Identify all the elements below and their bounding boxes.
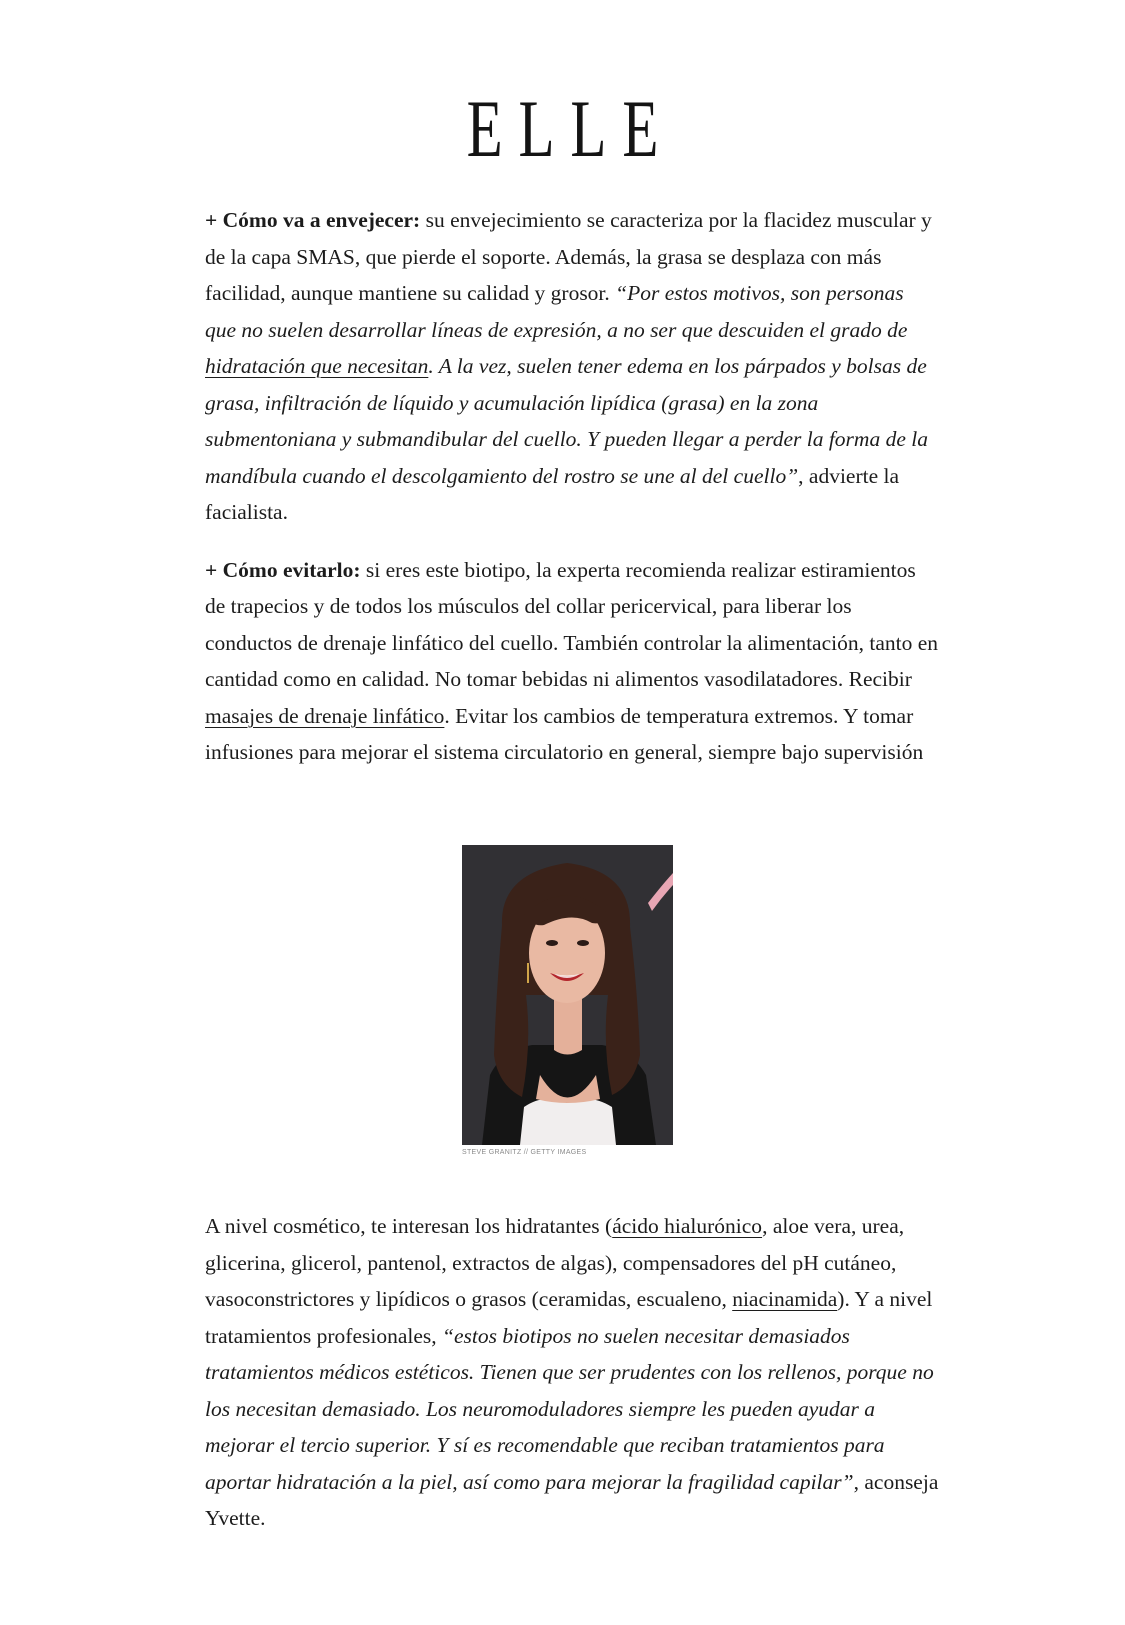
avoid-paragraph: [205, 552, 940, 771]
hyaluronic-acid-link[interactable]: ácido hialurónico: [612, 1214, 763, 1238]
aging-quote-start: “Por estos motivos, son personas que no suelen desarrollar líneas de expresión, a no ser que descuiden el grado de: [205, 281, 908, 342]
right-eye: [577, 940, 589, 946]
left-eye: [546, 940, 558, 946]
cosmetics-attribution: , aconseja Yvette.: [205, 1469, 939, 1530]
portrait-illustration: [462, 845, 673, 1145]
aging-attribution: , advierte la facialista.: [205, 463, 900, 524]
lymphatic-massage-link[interactable]: masajes de drenaje linfático: [205, 703, 445, 728]
aging-paragraph: [205, 202, 940, 531]
niacinamide-link[interactable]: niacinamida: [732, 1287, 838, 1311]
photo-credit: STEVE GRANITZ // GETTY IMAGES: [462, 1149, 587, 1156]
celebrity-photo[interactable]: [462, 845, 673, 1145]
article-body: [205, 202, 940, 771]
cosmetics-paragraph: [205, 1208, 940, 1537]
hydration-link[interactable]: hidratación que necesitan: [205, 354, 429, 378]
treatments-quote: “estos biotipos no suelen necesitar demasiados tratamientos médicos estéticos. Tienen que ser prudentes con los rellenos, porque no los necesitan demasiado. Los neuromoduladores siempre les pueden ayudar a mejorar el tercio superior. Y sí es recomendable que reciban tratamientos para aportar hidratación a la piel, así como para mejorar la fragilidad capilar”: [205, 1323, 934, 1494]
avoid-lead: + Cómo evitarlo:: [205, 557, 361, 582]
aging-quote: [205, 281, 928, 488]
aging-quote-end: . A la vez, suelen tener edema en los párpados y bolsas de grasa, infiltración de líquido y acumulación lipídica (grasa) en la zona submentoniana y submandibular del cuello. Y pueden llegar a perder la forma de la mandíbula cuando el descolgamiento del rostro se une al del cuello”: [205, 354, 928, 488]
dress-shape: [520, 1099, 616, 1145]
avoid-text-end: . Evitar los cambios de temperatura extremos. Y tomar infusiones para mejorar el sistema circulatorio en general, siempre bajo supervisión: [205, 703, 924, 764]
cosmetics-text: A nivel cosmético, te interesan los hidratantes (: [205, 1214, 613, 1238]
article-figure: [462, 845, 673, 1156]
article-body-continued: [205, 1208, 940, 1537]
aging-lead: + Cómo va a envejecer:: [205, 208, 421, 232]
elle-logo[interactable]: ELLE: [466, 83, 675, 174]
cosmetics-text-2: , aloe vera, urea, glicerina, glicerol, pantenol, extractos de algas), compensadores del pH cutáneo, vasoconstrictores y lipídicos o grasos (ceramidas, escualeno,: [205, 1214, 905, 1311]
avoid-text: si eres este biotipo, la experta recomienda realizar estiramientos de trapecios y de todos los músculos del collar pericervical, para liberar los conductos de drenaje linfático del cuello. También controlar la alimentación, tanto en cantidad como en calidad. No tomar bebidas ni alimentos vasodilatadores. Recibir: [205, 557, 939, 691]
aging-text: su envejecimiento se caracteriza por la flacidez muscular y de la capa SMAS, que pierde el soporte. Además, la grasa se desplaza con más facilidad, aunque mantiene su calidad y grosor.: [205, 208, 932, 305]
neck-shape: [554, 995, 582, 1055]
cosmetics-text-3: ). Y a nivel tratamientos profesionales,: [205, 1287, 933, 1348]
